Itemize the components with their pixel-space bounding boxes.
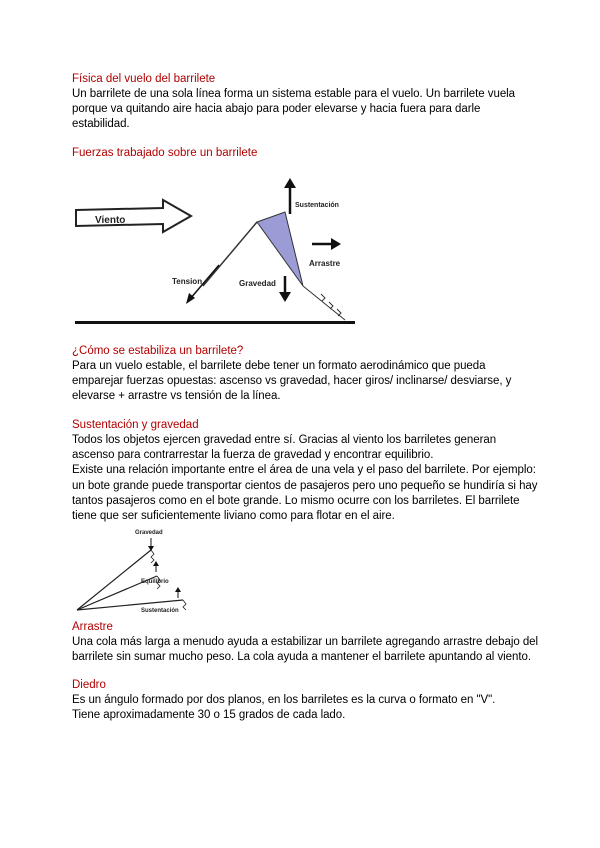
kite-shape [257, 212, 303, 286]
balance-equilibrium-label: Equilibrio [141, 579, 169, 585]
lift-label: Sustentación [295, 202, 339, 209]
section-forces [72, 146, 257, 161]
balance-gravity-label: Gravedad [135, 530, 163, 536]
heading-stability: ¿Cómo se estabiliza un barrilete? [72, 345, 244, 357]
drag-label: Arrastre [309, 259, 341, 268]
gravity-label: Gravedad [239, 279, 276, 288]
text-line: elevarse + arrastre vs tensión de la línea. [72, 390, 281, 403]
heading-lift-gravity: Sustentación y gravedad [72, 419, 199, 431]
paragraph-lift-gravity [72, 433, 542, 524]
text-line: Todos los objetos ejercen gravedad entre sí. Gracias al viento los barriletes generan [72, 434, 497, 446]
text-line: estabilidad. [72, 118, 130, 131]
section-stability [72, 344, 542, 405]
text-line: porque va quitando aire hacia abajo para poder elevarse y hacia fuera para darle [72, 103, 481, 116]
kite-tail [321, 294, 341, 316]
heading-drag: Arrastre [72, 621, 113, 633]
text-line: un bote grande puede transportar cientos de pasajeros pero uno pequeño se hundiría si hay [72, 479, 538, 492]
paragraph-drag [72, 635, 542, 665]
balance-equilibrium-arrow [153, 561, 159, 566]
paragraph-dihedral [72, 693, 542, 723]
section-physics [72, 72, 542, 133]
section-dihedral [72, 678, 542, 723]
forces-diagram [73, 172, 355, 328]
balance-gravity-arrow [148, 546, 154, 551]
heading-dihedral: Diedro [72, 679, 106, 691]
paragraph-stability [72, 359, 542, 405]
balance-diagram [73, 520, 195, 616]
balance-lift-arrow [175, 587, 181, 592]
tension-line [203, 222, 257, 286]
balance-lift-label: Sustentación [141, 608, 179, 614]
heading-physics: Física del vuelo del barrilete [72, 73, 216, 85]
heading-forces: Fuerzas trabajado sobre un barrilete [72, 147, 258, 159]
text-line: tantos pasajeros como en el bote grande. Lo mismo ocurre con los barriletes. El barrilete [72, 494, 520, 507]
text-line: Para un vuelo estable, el barrilete debe tener un formato aerodinámico que pueda [72, 360, 486, 372]
text-line: Existe una relación importante entre el área de una vela y el paso del barrilete. Por ejemplo: [72, 464, 536, 477]
ground-line [75, 321, 355, 324]
wind-label: Viento [95, 215, 126, 226]
text-line: emparejar fuerzas opuestas: ascenso vs gravedad, hacer giros/ inclinarse/ desviarse, y [72, 375, 512, 388]
wind-arrow [76, 200, 191, 232]
tension-label: Tension [172, 277, 203, 286]
text-line: ascenso para contrarrestar la fuerza de gravedad y encontrar equilibrio. [72, 449, 434, 462]
section-drag [72, 620, 542, 665]
text-line: Una cola más larga a menudo ayuda a estabilizar un barrilete agregando arrastre debajo del [72, 636, 539, 648]
lift-arrow [284, 178, 296, 188]
section-lift-gravity [72, 418, 542, 524]
text-line: barrilete sin sumar mucho peso. La cola ayuda a mantener el barrilete apuntando al viento. [72, 651, 531, 664]
text-line: tiene que ser suficientemente liviano como para flotar en el aire. [72, 510, 395, 523]
text-line: Tiene aproximadamente 30 o 15 grados de cada lado. [72, 709, 346, 722]
drag-arrow [331, 238, 341, 250]
text-line: Es un ángulo formado por dos planos, en los barriletes es la curva o formato en "V". [72, 694, 496, 706]
gravity-arrow [279, 292, 291, 302]
text-line: Un barrilete de una sola línea forma un sistema estable para el vuelo. Un barrilete vuela [72, 88, 516, 100]
paragraph-physics [72, 87, 542, 133]
